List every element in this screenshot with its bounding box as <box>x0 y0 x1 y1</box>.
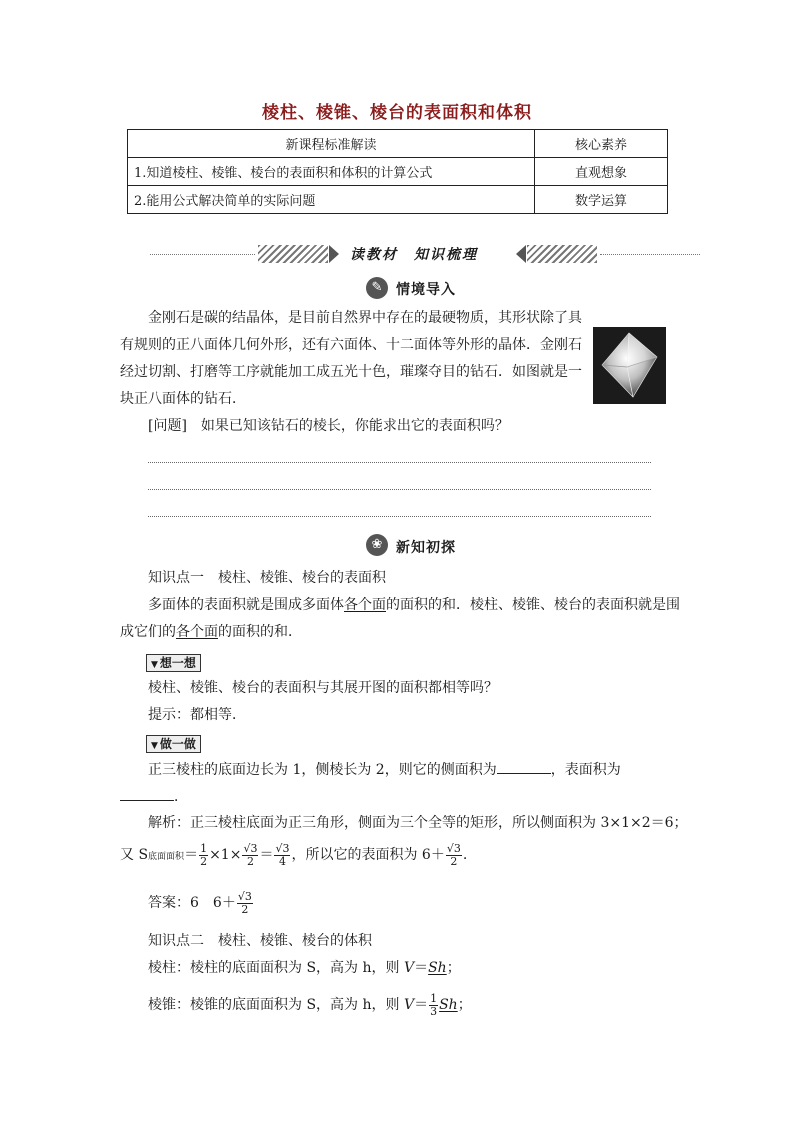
banner-label: 读教材 知识梳理 <box>350 247 478 263</box>
table-header-cell: 新课程标准解读 <box>128 130 535 158</box>
underlined-answer: 各个面 <box>344 597 386 613</box>
analysis-line: 解析：正三棱柱底面为正三角形，侧面为三个全等的矩形，所以侧面积为 3×1×2＝6； <box>148 815 688 831</box>
text-span: S，高为 h，则 <box>306 960 400 976</box>
fraction: $\frac{√3}{2}$ <box>446 841 461 868</box>
text-span: S，高为 h，则 <box>306 997 400 1013</box>
table-cell: 数学运算 <box>535 186 668 214</box>
answer-line <box>148 489 651 490</box>
kp1-title: 知识点一 棱柱、棱锥、棱台的表面积 <box>148 570 386 586</box>
answer-line <box>148 462 651 463</box>
banner-dotted-line-left <box>150 254 255 255</box>
think-question: 棱柱、棱锥、棱台的表面积与其展开图的面积都相等吗？ <box>148 680 498 696</box>
fraction: $\frac{√3}{2}$ <box>237 889 252 916</box>
tag-label: 做一做 <box>159 737 196 751</box>
fraction: $\frac{√3}{4}$ <box>275 841 290 868</box>
section-heading: 新知初探 <box>396 540 456 556</box>
text-span: 棱锥：棱锥的底面面积为 <box>148 997 302 1013</box>
formula-answer: Sh <box>439 997 458 1013</box>
paragraph-line: 金刚石是碳的结晶体，是目前自然界中存在的最硬物质，其形状除了具 <box>148 310 582 326</box>
banner-hatch-left <box>258 245 328 263</box>
think-tag <box>146 654 201 672</box>
text-span: 答案：6 6＋ <box>148 895 236 911</box>
exercise <box>120 757 680 811</box>
intro-paragraph <box>120 305 590 440</box>
chevron-down-icon: ▼ <box>151 741 158 751</box>
answer-line-text <box>148 888 254 918</box>
standards-table <box>127 129 668 214</box>
table-cell: 2.能用公式解决简单的实际问题 <box>128 186 535 214</box>
subscript: 底面面积 <box>148 852 185 862</box>
text-span: 成它们的 <box>120 624 176 640</box>
banner-dotted-line-right <box>600 254 700 255</box>
text-span: 多面体的表面积就是围成多面体 <box>148 597 344 613</box>
text-span: 棱柱：棱柱的底面面积为 <box>148 960 302 976</box>
fraction: $\frac{√3}{2}$ <box>243 841 258 868</box>
text-span: 的面积的和． <box>218 624 302 640</box>
scenario-icon: ✎ <box>366 277 388 299</box>
kp2-title: 知识点二 棱柱、棱锥、棱台的体积 <box>148 933 372 949</box>
text-span: 的面积的和．棱柱、棱锥、棱台的表面积就是围 <box>386 597 680 613</box>
analysis-formula: 又 S底面面积＝ $\frac{1}{2}$ ×1× $\frac{√3}{2}$ ＝ $\frac{√3}{4}$ ，所以它的表面积为 6＋ $\frac{√3}{2}$ . <box>120 841 468 868</box>
answer-line <box>148 516 651 517</box>
diamond-image <box>593 327 666 404</box>
pyramid-volume: 棱锥：棱锥的底面面积为 S，高为 h，则 V＝ $\frac{1}{3}$ Sh； <box>148 991 472 1018</box>
do-tag <box>146 735 201 753</box>
table-row <box>128 158 668 186</box>
table-cell: 直观想象 <box>535 158 668 186</box>
table-header-row <box>128 130 668 158</box>
paragraph-line: 有规则的正八面体几何外形，还有六面体、十二面体等外形的晶体．金刚石 <box>120 337 582 353</box>
fraction: $\frac{1}{2}$ <box>200 841 208 868</box>
question-line: [问题] 如果已知该钻石的棱长，你能求出它的表面积吗？ <box>148 418 509 434</box>
text-span: 正三棱柱的底面边长为 1，侧棱长为 2，则它的侧面积为 <box>148 762 497 778</box>
text-span: 又 S <box>120 847 149 863</box>
banner-arrow-right-icon <box>329 245 339 263</box>
chevron-down-icon: ▼ <box>151 660 158 670</box>
prism-volume: 棱柱：棱柱的底面面积为 S，高为 h，则 V＝Sh； <box>148 960 461 976</box>
table-row <box>128 186 668 214</box>
table-cell: 1.知道棱柱、棱锥、棱台的表面积和体积的计算公式 <box>128 158 535 186</box>
text-span: ，所以它的表面积为 6＋ <box>291 847 445 863</box>
think-hint: 提示：都相等． <box>148 707 246 723</box>
tag-label: 想一想 <box>159 656 196 670</box>
paragraph-line: 经过切割、打磨等工序就能加工成五光十色，璀璨夺目的钻石．如图就是一 <box>120 364 582 380</box>
kp1-text <box>120 592 680 646</box>
answer-blank <box>120 786 174 801</box>
banner-arrow-left-icon <box>516 245 526 263</box>
fraction: $\frac{1}{3}$ <box>430 991 438 1018</box>
new-knowledge-icon: ❀ <box>366 534 388 556</box>
page-title: 棱柱、棱锥、棱台的表面积和体积 <box>262 103 532 123</box>
text-span: ． <box>174 789 188 805</box>
paragraph-line: 块正八面体的钻石． <box>120 391 246 407</box>
table-header-cell: 核心素养 <box>535 130 668 158</box>
underlined-answer: 各个面 <box>176 624 218 640</box>
section-heading: 情境导入 <box>396 282 456 298</box>
banner-hatch-right <box>527 245 597 263</box>
formula-answer: Sh <box>428 960 447 976</box>
answer-blank <box>497 759 551 774</box>
text-span: ，表面积为 <box>550 762 621 778</box>
